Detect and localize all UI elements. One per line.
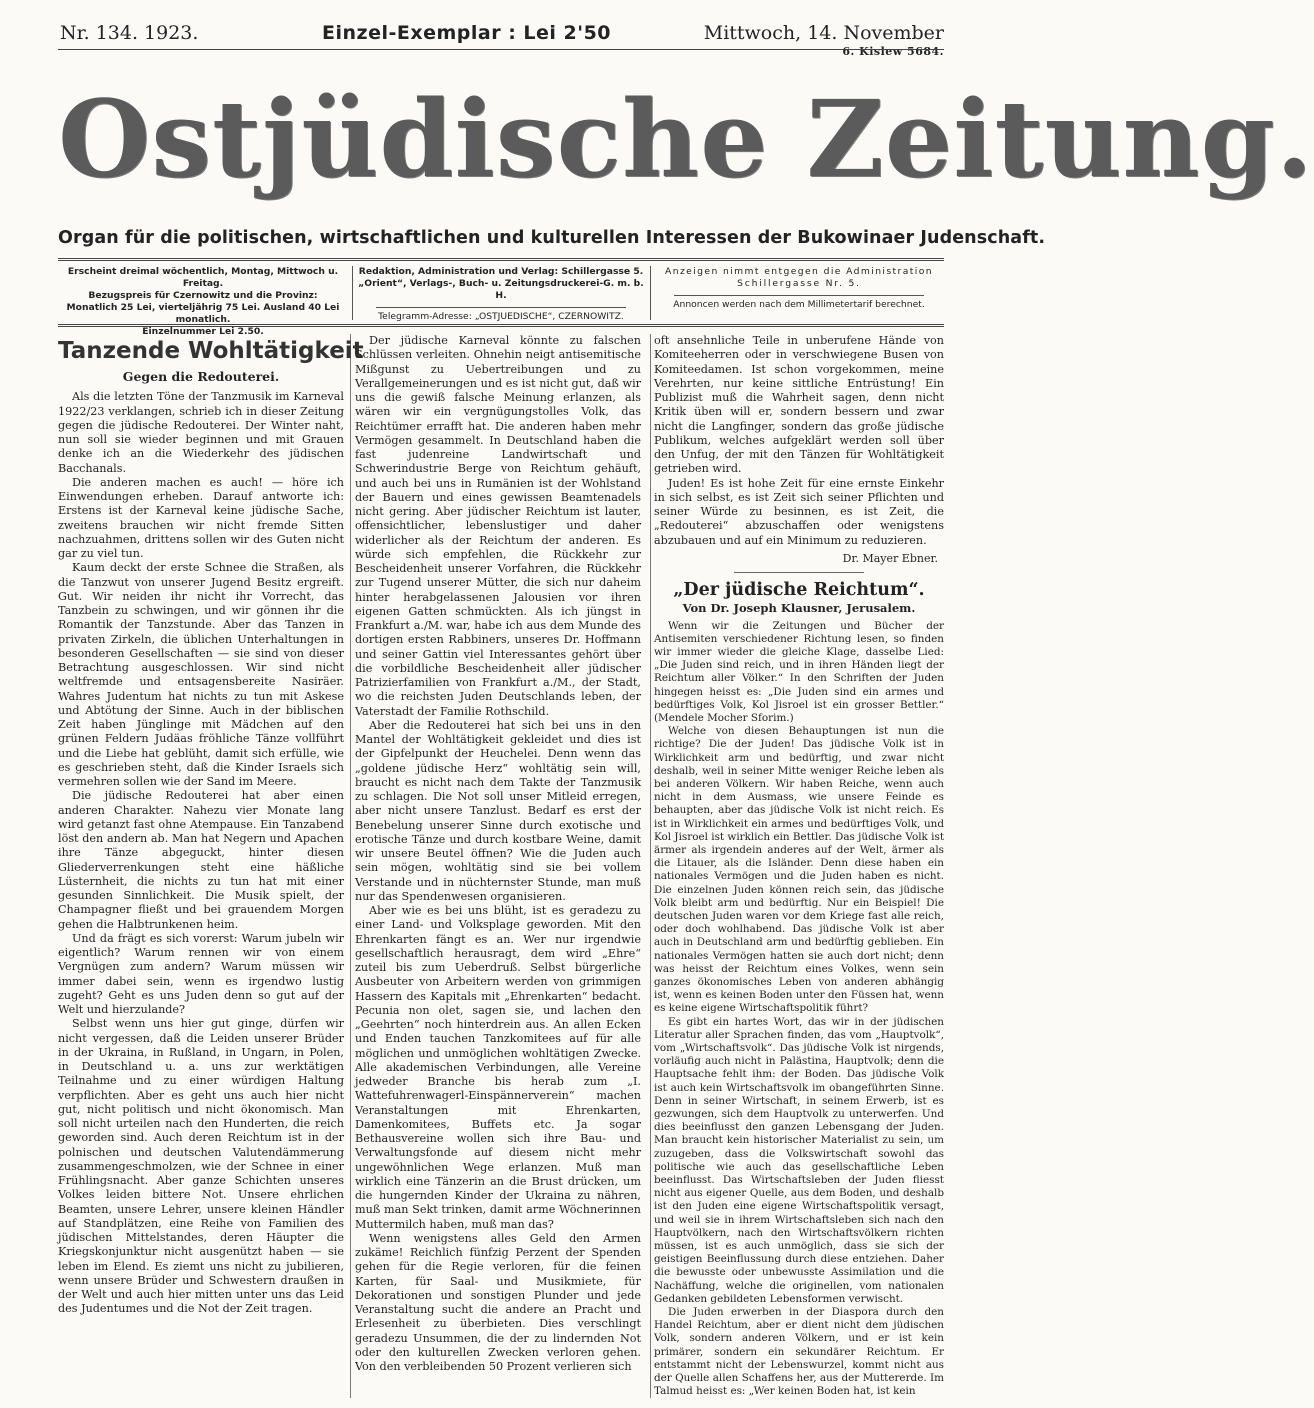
- info-separator-1: [352, 266, 353, 320]
- article2-author: Von Dr. Joseph Klausner, Jerusalem.: [682, 601, 916, 616]
- article1-paragraph: Die anderen machen es auch! — höre ich Einwendungen erheben. Darauf antworte ich: Erstens ist der Karneval keine jüdische Sache, zweitens brauchen wir nicht fremde Sitten nachzuahmen, drittens sollen wir des Guten nicht gar zu viel tun.: [58, 475, 344, 560]
- publication-schedule: Erscheint dreimal wöchentlich, Montag, Mittwoch u. Freitag.: [67, 266, 339, 289]
- article2-paragraph: Wenn wir die Zeitungen und Bücher der Antisemiten verschiedener Richtung lesen, so finden wir immer wieder die gleiche Klage, dasselbe Lied: „Die Juden sind reich, und in ihren Händen liegt der Reichtum aller Völker.“ In den Schriften der Juden hingegen heisst es: „Die Juden sind ein armes und bedürftiges Volk, Kol Jisroel ist ein grosser Bettler.“ (Mendele Mocher Sforim.): [654, 619, 944, 724]
- article1-paragraph: Aber die Redouterei hat sich bei uns in den Mantel der Wohltätigkeit gekleidet und dies ist der Gipfelpunkt der Heuchelei. Denn wenn das „goldene jüdische Herz“ wohltätig sein will, braucht es nicht nach dem Takte der Tanzmusik zu schlagen. Die Not soll unser Mitleid erregen, aber nicht unsere Tanzlust. Bedarf es erst der Benebelung unserer Sinne durch exotische und erotische Tänze und durch kostbare Weine, damit wir unsere Beutel öffnen? Wie die Juden auch sein mögen, wohltätig sind sie bei vollem Verstande und in nüchternster Stunde, man muß nur das Spendenwesen organisieren.: [355, 718, 641, 903]
- article2-paragraph: Die Juden erwerben in der Diaspora durch den Handel Reichtum, aber er dient nicht dem jüdischen Volk, sondern anderen Völkern, und er ist kein primärer, sondern ein sekundärer Reichtum. Er entstammt nicht der Lebenswurzel, kommt nicht aus der Quelle allen Schaffens her, aus der Muttererde. Im Talmud heisst es: „Wer keinen Boden hat, ist kein: [654, 1306, 944, 1398]
- article2-headline: „Der jüdische Reichtum“.: [673, 580, 925, 600]
- article1-paragraph: Wenn wenigstens alles Geld den Armen zukäme! Reichlich fünfzig Perzent der Spenden gehen für die Regie verloren, für die feinen Karten, für Saal- und Musikmiete, für Dekorationen und sonstigen Plunder und jede Veranstaltung sucht die andere an Pracht und Erlesenheit zu überbieten. Dies verschlingt geradezu Unsummen, die der zu lindernden Not oder den kulturellen Zwecken verloren gehen. Von den verbleibenden 50 Prozent verlieren sich: [355, 1231, 641, 1373]
- article-columns: [58, 334, 944, 1398]
- column-1: [58, 334, 364, 1398]
- article1-signature: Dr. Mayer Ebner.: [842, 551, 938, 565]
- hebrew-date: 6. Kislew 5684.: [842, 45, 944, 58]
- article1-paragraph: Selbst wenn uns hier gut ginge, dürfen wir nicht vergessen, daß die Leiden unserer Brüder in der Ukraina, in Rußland, in Ungarn, in Polen, in Deutschland u. a. uns zur werktätigen Teilnahme und zu einer würdigen Haltung verpflichten. Aber es geht uns auch hier nicht gut, nicht politisch und nicht ökonomisch. Man soll nicht urteilen nach den Hunderten, die reich geworden sind. Auch deren Reichtum ist in der polnischen und deutschen Valutendämmerung zusammengeschmolzen, wie der Schnee in einer Frühlingsnacht. Aber ganze Schichten unseres Volkes leiden bittere Not. Unsere ehrlichen Beamten, unsere Lehrer, unsere kleinen Händler auf Standplätzen, eine Reihe von Familien des jüdischen Mittelstandes, deren Häupter die Kriegskonjunktur nicht ausgenützt haben — sie leben im Elend. Es ziemt uns nicht zu jubilieren, wenn unsere Brüder und Schwestern draußen in der Welt und auch hier mitten unter uns das Leid des Judentumes und die Not der Zeit tragen.: [58, 1017, 344, 1316]
- subscription-prices: Monatlich 25 Lei, vierteljährig 75 Lei. Ausland 40 Lei monatlich.: [66, 302, 340, 325]
- issue-number: Nr. 134. 1923.: [60, 22, 199, 44]
- advertising-address: Schillergasse Nr. 5.: [737, 278, 861, 289]
- article2-paragraph: Es gibt ein hartes Wort, das wir in der jüdischen Literatur aller Sprachen finden, das vom „Hauptvolk“, vom „Wirtschaftsvolk“. Das jüdische Volk ist nirgends, vorläufig auch nicht in Palästina, Hauptvolk; denn die Hauptsache fehlt ihm: der Boden. Das jüdische Volk ist auch kein Wirtschaftsvolk im obangeführten Sinne. Denn in seiner Wirtschaft, in seinem Erwerb, ist es gezwungen, sich dem Hauptvolk zu unterwerfen. Und dies beeinflusst den ganzen Lebensgang der Juden. Man braucht kein historischer Materialist zu sein, um zuzugeben, dass die Volkswirtschaft sowohl das politische wie auch das gesellschaftliche Leben beeinflusst. Das Wirtschaftsleben der Juden fliesst nicht aus eigener Quelle, aus dem Boden, und deshalb ist den Juden eine eigene Wirtschaftspolitik versagt, und weil sie in ihrem Wirtschaftsleben sich nach den Hauptvölkern, nach den Wirtschaftsvölkern richten müssen, ist es auch unmöglich, dass sie sich der geistigen Beeinflussung durch diese entziehen. Daher die bewusste oder unbewusste Assimilation und die Nachäffung, welche die originellen, vom nationalen Gedanken gebildeten Lebensformen verwischt.: [654, 1015, 944, 1305]
- article1-paragraph: Die jüdische Redouterei hat aber einen anderen Charakter. Nahezu vier Monate lang wird getanzt fast ohne Atempause. Ein Tanzabend löst den andern ab. Man hat Negern und Apachen ihre Tänze abgeguckt, hinter diesen Gliederverrenkungen steht eine häßliche Lüsternheit, die nichts zu tun hat mit einer gesunden Sinnlichkeit. Die Musik spielt, der Champagner fließt und bei grauendem Morgen gehen die Halbtrunkenen heim.: [58, 789, 344, 931]
- advertising-info: [654, 266, 944, 320]
- advertising-rates: Annoncen werden nach dem Millimetertarif berechnet.: [673, 299, 925, 310]
- editorial-address: Redaktion, Administration und Verlag: Schillergasse 5.: [358, 266, 644, 277]
- column-3: [654, 334, 944, 1398]
- article1-paragraph: Als die letzten Töne der Tanzmusik im Karneval 1922/23 verklangen, schrieb ich in dieser Zeitung gegen die jüdische Redouterei. Der Winter naht, nun soll sie wieder beginnen und mit Grauen denke ich an die Wiederkehr des jüdischen Bacchanals.: [58, 390, 344, 475]
- masthead-title: Ostjüdische Zeitung.: [58, 76, 1314, 201]
- info-bottom-rule: [58, 324, 944, 327]
- article1-paragraph: Der jüdische Karneval könnte zu falschen Schlüssen verleiten. Ohnehin neigt antisemitische Mißgunst zu Uebertreibungen und zu Verallgemeinerungen und es ist nicht gut, daß wir uns die gewiß falsche Meinung erlanzen, als wären wir ein vergnügungstolles Volk, das Reichtümer errafft hat. Die anderen haben mehr Vermögen gesammelt. In Deutschland haben die fast judenreine Landwirtschaft und Schwerindustrie Berge von Reichtum gehäuft, und auch bei uns in Rumänien ist der Wohlstand der Bauern und eines gewissen Beamtenadels nicht gering. Aber jüdischer Reichtum ist lauter, offensichtlicher, lebenslustiger und daher widerlicher als der Reichtum der anderen. Es würde sich empfehlen, die Rückkehr zur Bescheidenheit unserer Vorfahren, die Rückkehr zur Tugend unserer Mütter, die sich nur daheim hinter herabgelassenen Jalousien vor ihren eigenen Gatten schmückten. Als ich jüngst in Frankfurt a./M. war, habe ich aus dem Munde des dortigen ersten Rabbiners, unseres Dr. Hoffmann und seiner Gattin viel Interessantes gehört über die vorbildliche Bescheidenheit aller jüdischer Patrizierfamilien von Frankfurt a./M., der Stadt, wo die reichsten Juden Deutschlands leben, der Vaterstadt der Familie Rothschild.: [355, 334, 641, 718]
- header-rule: [58, 49, 944, 50]
- editorial-divider: [376, 307, 626, 308]
- price: Einzel-Exemplar : Lei 2'50: [322, 22, 612, 44]
- issue-date: Mittwoch, 14. November: [703, 22, 944, 44]
- subscription-price-heading: Bezugspreis für Czernowitz und die Provinz:: [88, 290, 318, 301]
- single-copy-price: Einzelnummer Lei 2.50.: [142, 326, 264, 337]
- subscription-info: [58, 266, 348, 337]
- article-divider: [734, 572, 864, 573]
- header-line: [60, 22, 944, 58]
- publisher-name: „Orient“, Verlags-, Buch- u. Zeitungsdruckerei-G. m. b. H.: [358, 278, 644, 301]
- article1-subhead: Gegen die Redouterei.: [122, 369, 280, 384]
- article1-paragraph: Juden! Es ist hohe Zeit für eine ernste Einkehr in sich selbst, es ist Zeit sich seiner Pflichten und seiner Würde zu besinnen, es ist Zeit, die „Redouterei“ abzuschaffen oder wenigstens abzubauen und auf ein Minimum zu reduzieren.: [654, 476, 944, 547]
- article1-paragraph: Und da frägt es sich vorerst: Warum jubeln wir eigentlich? Warum rennen wir von einem Vergnügen zum andern? Warum müssen wir immer dabei sein, wenn es irgendwo lustig zugeht? Geht es uns Juden denn so gut auf der Welt und hierzulande?: [58, 931, 344, 1016]
- article2-paragraph: Welche von diesen Behauptungen ist nun die richtige? Die der Juden! Das jüdische Volk ist in Wirklichkeit arm und bedürftig, und zwar nicht deshalb, weil in seiner Mitte weniger Reiche leben als bei anderen Völkern. Wir haben Reiche, wenn auch nicht in dem Ausmass, wie unsere Feinde es behaupten, aber das jüdische Volk ist nicht reich. Es ist in Wirklichkeit ein armes und bedürftiges Volk, und Kol Jisroel ist wirklich ein Bettler. Das jüdische Volk ist ärmer als irgendein anderes auf der Welt, ärmer als die Litauer, als die Isländer. Denn diese haben ein nationales Vermögen und die Juden haben es nicht. Die einzelnen Juden können reich sein, das jüdische Volk bleibt arm und bedürftig. Nur ein Beispiel! Die deutschen Juden waren vor dem Kriege fast alle reich, oder doch wohlhabend. Das jüdische Volk ist aber auch in Deutschland arm und bedürftig geblieben. Ein nationales Vermögen hatten sie auch dort nicht; denn was heisst der Reichtum eines Volkes, wenn sein ganzes ökonomisches Leben von anderen abhängig ist, wenn es keinen Boden unter den Füssen hat, wenn es keine eigene Wirtschaftspolitik führt?: [654, 725, 944, 1015]
- editorial-info: [356, 266, 646, 320]
- info-box: [58, 266, 944, 337]
- article1-paragraph: Aber wie es bei uns blüht, ist es geradezu zu einer Land- und Volksplage geworden. Mit den Ehrenkarten fängt es an. Wer nur irgendwie gesellschaftlich herausragt, dem wird „Ehre“ zuteil bis zum Ueberdruß. Selbst bürgerliche Ausbeuter von Arbeitern werden von grimmigen Hassern des Kapitals mit „Ehrenkarten“ bedacht. Pecunia non olet, sagen sie, und lachen den „Geehrten“ noch hinterdrein aus. An allen Ecken und Enden tauchen Tanzkomitees auf für alle möglichen und unmöglichen wohltätigen Zwecke. Alle akademischen Verbindungen, alle Vereine jedweder Branche bis herab zum „I. Wattefuhrenwagerl-Einspännerverein“ machen Veranstaltungen mit Ehrenkarten, Damenkomitees, Buffets etc. Ja sogar Bethausvereine wollen sich ihre Bau- und Verwaltungsfonde auf diesem nicht mehr ungewöhnlichen Wege erlanzen. Muß man wirklich eine Tänzerin an die Brust drücken, um die hungernden Kinder der Ukraina zu nähren, muß man Sekt trinken, damit arme Wöchnerinnen Muttermilch haben, muß man das?: [355, 904, 641, 1231]
- article1-headline: Tanzende Wohltätigkeit: [58, 338, 364, 364]
- article1-paragraph: Kaum deckt der erste Schnee die Straßen, als die Tanzwut von unserer Jugend Besitz ergreift. Gut. Wir neiden ihr nicht ihr Vorrecht, das Tanzbein zu schwingen, und wir gönnen ihr die Romantik der Tanzstunde. Aber das Tanzen in privaten Zirkeln, die üblichen Unterhaltungen in besonderen Gesellschaften — sie sind von dieser Betrachtung ausgeschlossen. Wir sind nicht weltfremde und entsagensbereite Nasiräer. Wahres Judentum hat nichts zu tun mit Askese und Abtötung der Sinne. Auch in der biblischen Zeit haben Jünglinge mit Mädchen auf den grünen Feldern Judäas fröhliche Tänze vollführt und die Liebe hat geblüht, damit sich erfülle, wie es geschrieben steht, daß die Kinder Israels sich vermehren sollen wie der Sand im Meere.: [58, 561, 344, 788]
- article1-paragraph: oft ansehnliche Teile in unberufene Hände von Komiteeherren oder in verschwiegene Busen von Komiteedamen. Ist schon vorgekommen, meine Verehrten, nur keine sittliche Entrüstung! Ein Publizist muß die Wahrheit sagen, denn nicht Kritik üben will er, sondern bessern und zwar nicht die Langfinger, sondern das große jüdische Publikum, welches aufgeklärt werden soll über den Unfug, der mit den Tänzen für Wohltätigkeit getrieben wird.: [654, 334, 944, 476]
- info-top-rule: [58, 258, 944, 261]
- info-separator-2: [650, 266, 651, 320]
- column-2: [355, 334, 641, 1398]
- advertising-divider: [674, 295, 924, 296]
- advertising-notice: Anzeigen nimmt entgegen die Administration: [665, 266, 933, 277]
- date-block: [704, 22, 944, 58]
- masthead-subtitle: Organ für die politischen, wirtschaftlichen und kulturellen Interessen der Bukowinaer Judenschaft.: [58, 228, 1046, 248]
- telegram-address: Telegramm-Adresse: „OSTJUEDISCHE“, CZERNOWITZ.: [378, 311, 624, 322]
